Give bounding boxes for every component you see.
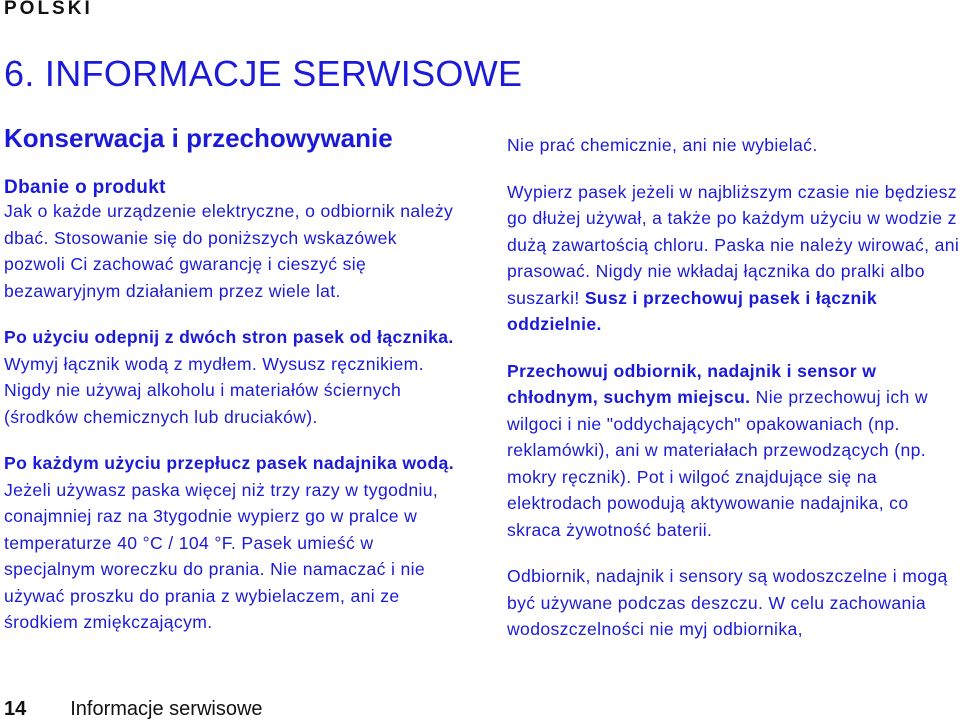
strap-rinse-text: Jeżeli używasz paska więcej niż trzy razy w tygodniu, conajmniej raz na 3tygodnie wypierz go w pralce w temperaturze 40 °C / 104 °F. Pasek umieść w specjalnym woreczku do prania. Nie namaczać i nie używać proszku do prania z wybielaczem, ani ze środkiem zmiękczającym. xyxy=(4,479,439,632)
footer-label: Informacje serwisowe xyxy=(70,698,263,720)
chapter-title: 6. INFORMACJE SERWISOWE xyxy=(4,53,523,94)
strap-rinse-paragraph xyxy=(4,450,459,636)
strap-wash-text: Wypierz pasek jeżeli w najbliższym czasie nie będziesz go dłużej używał, a także po każdym użyciu w wodzie z dużą zawartością chloru. Paska nie należy wirować, ani prasować. Nigdy nie wkładaj łącznika do pralki albo suszarki! xyxy=(507,181,960,308)
no-dry-clean-paragraph: Nie prać chemicznie, ani nie wybielać. xyxy=(507,135,818,155)
connector-care-text: Wymyj łącznik wodą z mydłem. Wysusz ręcznikiem. Nigdy nie używaj alkoholu i materiałów ściernych (środków chemicznych lub druciaków). xyxy=(4,353,424,427)
storage-text: Nie przechowuj ich w wilgoci i nie "oddychających" opakowaniach (np. reklamówki), ani w materiałach przewodzących (np. mokry ręcznik). Pot i wilgoć znajdujące się na elektrodach powodują aktywowanie nadajnika, co skraca żywotność baterii. xyxy=(507,387,928,540)
product-care-block xyxy=(4,176,459,304)
strap-rinse-bold: Po każdym użyciu przepłucz pasek nadajnika wodą. xyxy=(4,453,454,473)
storage-bold: Przechowuj odbiornik, nadajnik i sensor w chłodnym, suchym miejscu. xyxy=(507,360,877,407)
product-care-text: Jak o każde urządzenie elektryczne, o odbiornik należy dbać. Stosowanie się do poniższych wskazówek pozwoli Ci zachować gwarancję i cieszyć się bezawaryjnym działaniem przez wiele lat. xyxy=(4,201,454,301)
product-care-heading: Dbanie o produkt xyxy=(4,177,166,198)
right-column xyxy=(507,132,960,663)
waterproof-paragraph: Odbiornik, nadajnik i sensory są wodoszczelne i mogą być używane podczas deszczu. W celu zachowania wodoszczelności nie myj odbiornika, xyxy=(507,566,948,639)
strap-wash-bold: Susz i przechowuj pasek i łącznik oddzielnie. xyxy=(507,287,877,334)
page-number: 14 xyxy=(4,698,27,720)
storage-paragraph xyxy=(507,358,960,544)
left-column xyxy=(4,176,459,656)
page-footer xyxy=(4,698,263,721)
section-title: Konserwacja i przechowywanie xyxy=(4,123,393,153)
language-label: POLSKI xyxy=(4,0,93,19)
connector-care-paragraph xyxy=(4,324,459,430)
strap-wash-paragraph xyxy=(507,179,960,338)
connector-care-bold: Po użyciu odepnij z dwóch stron pasek od łącznika. xyxy=(4,327,454,347)
